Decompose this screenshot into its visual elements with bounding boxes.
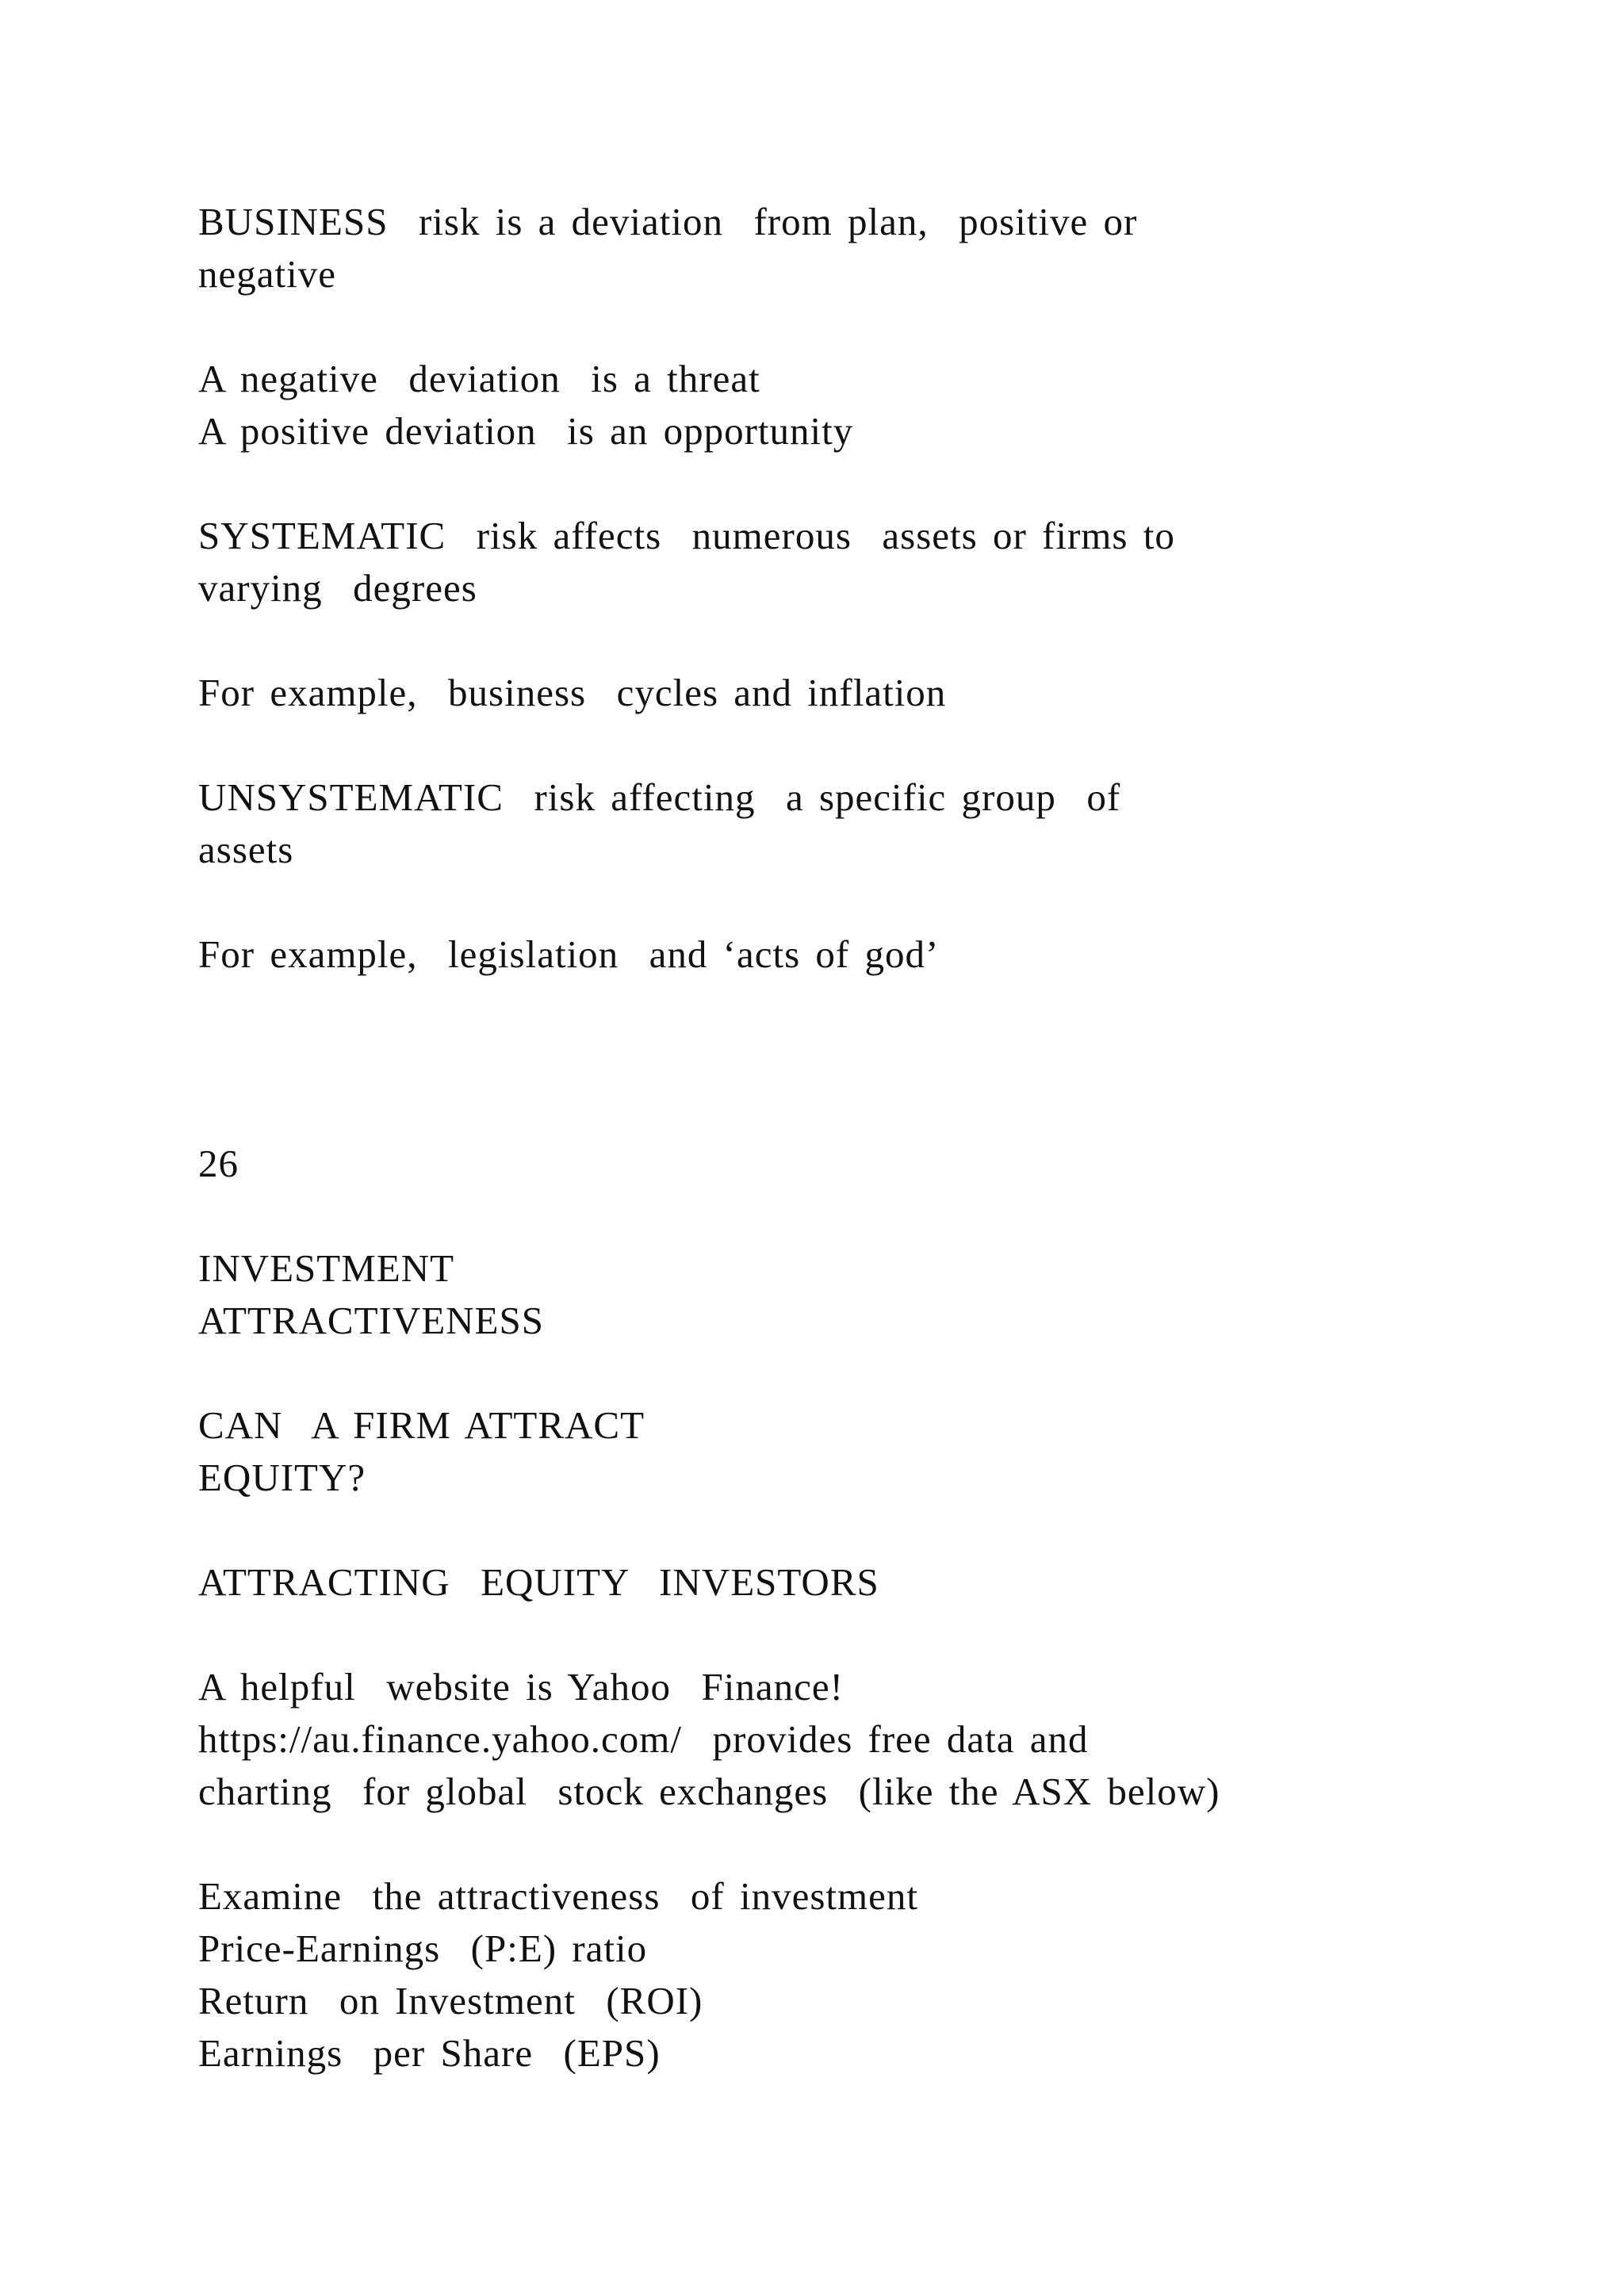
text-line: Examine the attractiveness of investment	[198, 1874, 919, 1918]
text-line: negative	[198, 252, 336, 296]
section-heading: CAN A FIRM ATTRACT	[198, 1403, 645, 1447]
text-line: A helpful website is Yahoo Finance!	[198, 1665, 844, 1709]
text-line: https://au.finance.yahoo.com/ provides free data and	[198, 1717, 1089, 1761]
text-line: For example, business cycles and inflation	[198, 671, 947, 714]
page-number: 26	[198, 1142, 239, 1185]
section-heading: ATTRACTIVENESS	[198, 1299, 544, 1342]
section-heading: INVESTMENT	[198, 1246, 455, 1290]
text-line: varying degrees	[198, 566, 477, 610]
text-line: Price-Earnings (P:E) ratio	[198, 1927, 648, 1970]
text-line: For example, legislation and ‘acts of god’	[198, 932, 940, 976]
text-line: A negative deviation is a threat	[198, 357, 760, 400]
text-line: assets	[198, 828, 294, 871]
text-line: Earnings per Share (EPS)	[198, 2031, 661, 2075]
text-line: charting for global stock exchanges (like the ASX below)	[198, 1770, 1220, 1813]
text-line: A positive deviation is an opportunity	[198, 409, 854, 453]
text-line: BUSINESS risk is a deviation from plan, positive or	[198, 200, 1138, 243]
section-heading: ATTRACTING EQUITY INVESTORS	[198, 1560, 879, 1604]
text-line: SYSTEMATIC risk affects numerous assets or firms to	[198, 514, 1175, 557]
section-heading: EQUITY?	[198, 1456, 366, 1499]
text-line: UNSYSTEMATIC risk affecting a specific group of	[198, 775, 1121, 819]
text-line: Return on Investment (ROI)	[198, 1979, 703, 2022]
